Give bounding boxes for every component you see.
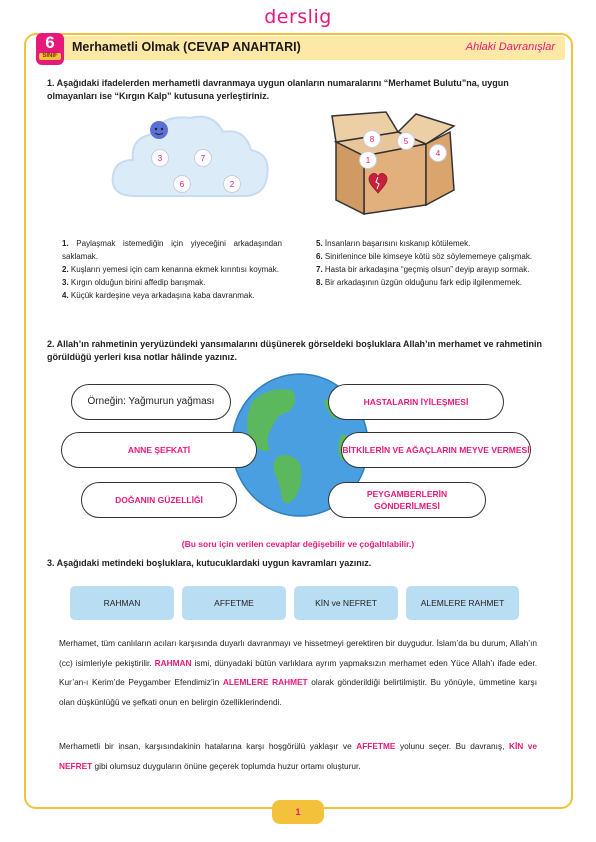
cloud-number: 7 bbox=[194, 149, 212, 167]
cloud-number: 2 bbox=[223, 175, 241, 193]
header bbox=[36, 33, 565, 61]
answer-bubble: BİTKİLERİN VE AĞAÇLARIN MEYVE VERMESİ bbox=[341, 432, 531, 468]
subject-label: Ahlaki Davranışlar bbox=[465, 41, 555, 53]
grade-number: 6 bbox=[45, 33, 55, 52]
cloud-number: 3 bbox=[151, 149, 169, 167]
box-number: 5 bbox=[397, 132, 415, 150]
answer-bubble: DOĞANIN GÜZELLİĞİ bbox=[81, 482, 237, 518]
box-icon bbox=[328, 110, 458, 215]
paragraph-2: Merhametli bir insan, karşısındakinin hatalarına karşı hoşgörülü yaklaşır ve AFFETME yolunu seçer. Bu davranış, KİN ve NEFRET gibi olumsuz duyguların önüne geçerek toplumda huzur ortamı oluşturur. bbox=[59, 741, 538, 771]
concept-box: RAHMAN bbox=[70, 586, 174, 620]
brand-logo: derslig bbox=[0, 6, 596, 28]
broken-heart-box bbox=[328, 110, 458, 215]
answer-bubble: PEYGAMBERLERİN GÖNDERİLMESİ bbox=[328, 482, 486, 518]
list-item: 2. Kuşların yemesi için cam kenarına ekmek kırıntısı koymak. bbox=[62, 265, 279, 274]
list-item: 6. Sinirlenince bile kimseye kötü söz söylememeye çalışmak. bbox=[316, 252, 533, 261]
grade-badge bbox=[36, 33, 64, 65]
list-item: 5. İnsanların başarısını kıskanıp kötülemek. bbox=[316, 239, 471, 248]
concept-box: ALEMLERE RAHMET bbox=[406, 586, 519, 620]
list-item: 1. Paylaşmak istemediğin için yiyeceğini arkadaşından saklamak. bbox=[62, 239, 282, 261]
concept-box: AFFETME bbox=[182, 586, 286, 620]
filled-blank: KİN ve NEFRET bbox=[59, 741, 538, 771]
statements-right bbox=[316, 237, 547, 289]
cloud-number: 6 bbox=[173, 175, 191, 193]
question-1-prompt: 1. Aşağıdaki ifadelerden merhametli davranmaya uygun olanların numaralarını “Merhamet Bulutu”na, uygun olmayanları ise “Kırgın Kalp” kutusuna yerleştiriniz. bbox=[47, 78, 509, 101]
list-item: 8. Bir arkadaşının üzgün olduğunu fark edip ilgilenmemek. bbox=[316, 278, 522, 287]
box-number: 8 bbox=[363, 130, 381, 148]
example-answer-bubble: Örneğin: Yağmurun yağması bbox=[71, 384, 231, 420]
list-item: 7. Hasta bir arkadaşına “geçmiş olsun” deyip arayıp sormak. bbox=[316, 265, 530, 274]
grade-label: SINIF bbox=[39, 53, 61, 60]
list-item: 3. Kırgın olduğun birini affedip barışmak. bbox=[62, 278, 206, 287]
filled-blank: RAHMAN bbox=[154, 657, 192, 668]
page-title: Merhametli Olmak (CEVAP ANAHTARI) bbox=[72, 40, 301, 54]
page-number: 1 bbox=[272, 800, 324, 824]
question-2-prompt: 2. Allah’ın rahmetinin yeryüzündeki yansımalarını düşünerek görseldeki boşluklara Allah’ın merhamet ve rahmetinin görüldüğü yerleri kısa notlar hâlinde yazınız. bbox=[47, 339, 542, 362]
answer-note: (Bu soru için verilen cevaplar değişebilir ve çoğaltılabilir.) bbox=[181, 539, 415, 549]
paragraph-1: Merhamet, tüm canlıların acıları karşısında duyarlı davranmayı ve hissetmeyi gerektiren bir duygudur. İslam’da bu durum, Allah’ın (cc) isimleriyle pekiştirilir. RAHMAN ismi, dünyadaki bütün varlıklara ayrım yapmaksızın merhamet eden Yüce Allah’ı ifade eder. Kur’an-ı Kerim’de Peygamber Efendimiz’in ALEMLERE RAHMET olarak gönderildiği belirtilmiştir. Bu yönüyle, ümmetine karşı olan düşkünlüğü ve şefkati onun en belirgin özelliklerindendi. bbox=[59, 638, 537, 707]
mercy-cloud bbox=[105, 108, 275, 208]
list-item: 4. Küçük kardeşine veya arkadaşına kaba davranmak. bbox=[62, 291, 255, 300]
filled-blank: AFFETME bbox=[356, 741, 396, 751]
concept-box: KİN ve NEFRET bbox=[294, 586, 398, 620]
box-number: 1 bbox=[359, 151, 377, 169]
statements-left bbox=[62, 237, 282, 302]
filled-blank: ALEMLERE RAHMET bbox=[222, 677, 308, 687]
answer-bubble: ANNE ŞEFKATİ bbox=[61, 432, 257, 468]
answer-bubble: HASTALARIN İYİLEŞMESİ bbox=[328, 384, 504, 420]
cloud-icon bbox=[105, 108, 275, 208]
question-3-prompt: 3. Aşağıdaki metindeki boşluklara, kutucuklardaki uygun kavramları yazınız. bbox=[47, 558, 372, 568]
box-number: 4 bbox=[429, 144, 447, 162]
